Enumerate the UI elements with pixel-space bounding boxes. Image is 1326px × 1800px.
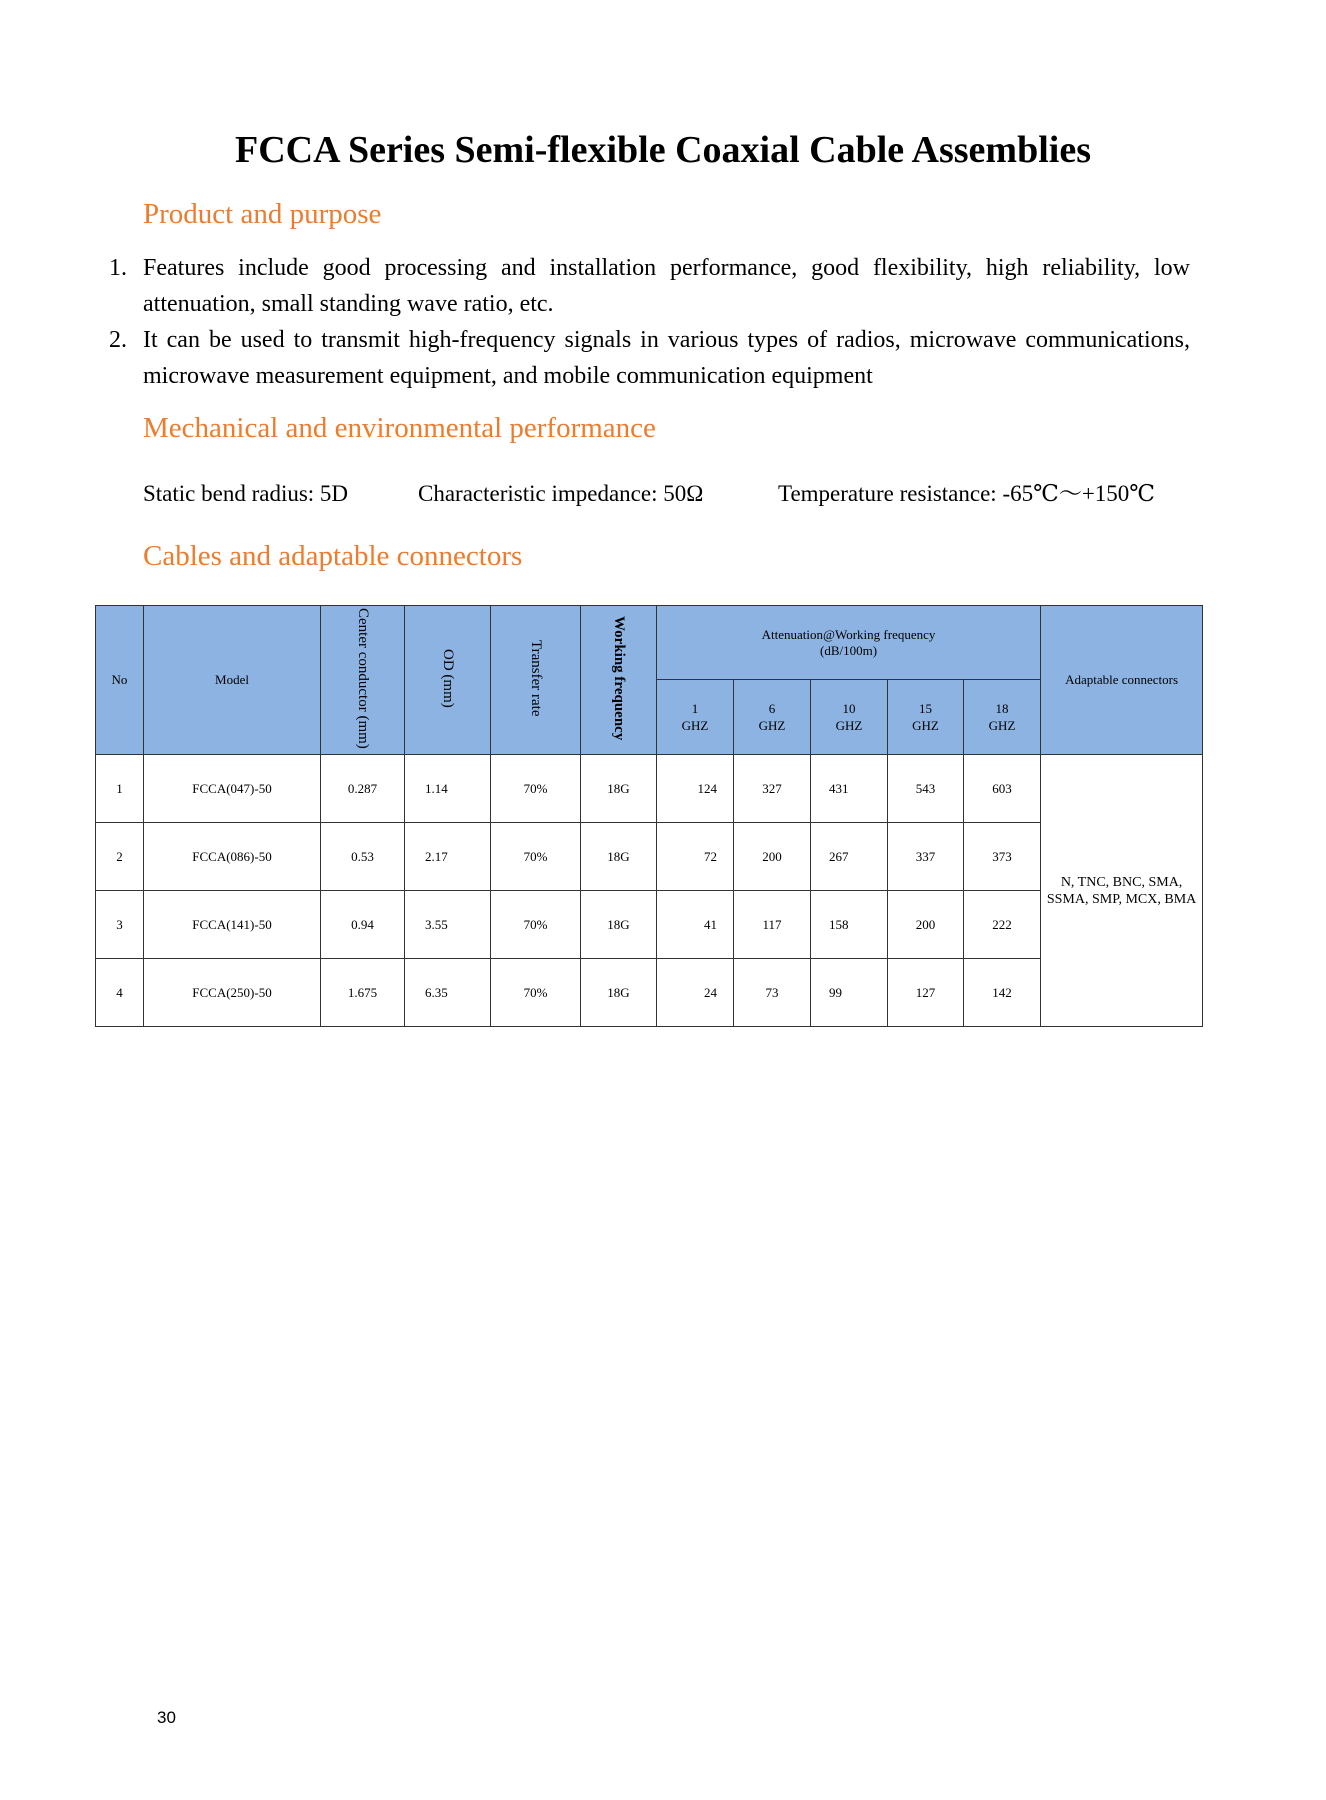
cell-att-10ghz: 431 xyxy=(811,755,888,823)
cell-att-1ghz: 24 xyxy=(657,959,734,1027)
cell-att-10ghz: 158 xyxy=(811,891,888,959)
cell-transfer-rate: 70% xyxy=(491,891,581,959)
specs-line xyxy=(0,476,1326,512)
cell-att-1ghz: 41 xyxy=(657,891,734,959)
cell-model: FCCA(047)-50 xyxy=(144,755,321,823)
cell-att-6ghz: 200 xyxy=(734,823,811,891)
header-od: OD (mm) xyxy=(405,606,491,755)
cell-od: 6.35 xyxy=(405,959,491,1027)
cell-working-frequency: 18G xyxy=(581,891,657,959)
feature-text: It can be used to transmit high-frequency signals in various types of radios, microwave communications, microwave measurement equipment, and mobile communication equipment xyxy=(143,327,1190,389)
cell-model: FCCA(141)-50 xyxy=(144,891,321,959)
header-working-frequency: Working frequency xyxy=(581,606,657,755)
cell-working-frequency: 18G xyxy=(581,959,657,1027)
cell-transfer-rate: 70% xyxy=(491,959,581,1027)
cell-working-frequency: 18G xyxy=(581,823,657,891)
cell-transfer-rate: 70% xyxy=(491,755,581,823)
cell-att-18ghz: 603 xyxy=(964,755,1041,823)
page-number: 30 xyxy=(157,1708,176,1727)
header-freq: 6 GHZ xyxy=(734,680,811,755)
cell-center-conductor: 0.287 xyxy=(321,755,405,823)
cell-center-conductor: 0.94 xyxy=(321,891,405,959)
cell-no: 3 xyxy=(96,891,144,959)
cell-att-15ghz: 337 xyxy=(888,823,964,891)
cell-att-6ghz: 117 xyxy=(734,891,811,959)
feature-text: Features include good processing and installation performance, good flexibility, high reliability, low attenuation, small standing wave ratio, etc. xyxy=(143,255,1190,317)
cell-od: 2.17 xyxy=(405,823,491,891)
page-title: FCCA Series Semi-flexible Coaxial Cable Assemblies xyxy=(235,129,1091,171)
table-row xyxy=(96,823,1203,891)
table-row xyxy=(96,959,1203,1027)
cell-att-18ghz: 222 xyxy=(964,891,1041,959)
cell-od: 1.14 xyxy=(405,755,491,823)
cell-no: 2 xyxy=(96,823,144,891)
table-header-row xyxy=(96,606,1203,680)
feature-number: 2. xyxy=(109,327,127,353)
cell-att-1ghz: 124 xyxy=(657,755,734,823)
attenuation-unit: (dB/100m) xyxy=(820,642,878,658)
header-freq: 10 GHZ xyxy=(811,680,888,755)
header-freq: 18 GHZ xyxy=(964,680,1041,755)
cell-att-6ghz: 327 xyxy=(734,755,811,823)
section-heading-cables: Cables and adaptable connectors xyxy=(143,540,523,572)
header-model: Model xyxy=(144,606,321,755)
spec-impedance: Characteristic impedance: 50Ω xyxy=(418,481,704,506)
cables-table xyxy=(95,605,1203,1027)
cell-model: FCCA(086)-50 xyxy=(144,823,321,891)
cell-no: 4 xyxy=(96,959,144,1027)
header-attenuation xyxy=(657,606,1041,680)
attenuation-title: Attenuation@Working frequency xyxy=(761,626,936,642)
header-freq: 1 GHZ xyxy=(657,680,734,755)
cell-transfer-rate: 70% xyxy=(491,823,581,891)
cell-att-6ghz: 73 xyxy=(734,959,811,1027)
features-list xyxy=(95,250,1190,394)
header-transfer-rate: Transfer rate xyxy=(491,606,581,755)
cell-att-15ghz: 200 xyxy=(888,891,964,959)
cell-att-15ghz: 127 xyxy=(888,959,964,1027)
section-heading-product: Product and purpose xyxy=(143,198,382,230)
cell-adaptable-connectors: N, TNC, BNC, SMA, SSMA, SMP, MCX, BMA xyxy=(1041,755,1203,1027)
header-freq: 15 GHZ xyxy=(888,680,964,755)
cell-working-frequency: 18G xyxy=(581,755,657,823)
spec-temperature: Temperature resistance: -65℃～+150℃ xyxy=(778,481,1156,506)
section-heading-mechanical: Mechanical and environmental performance xyxy=(143,412,656,444)
cell-center-conductor: 1.675 xyxy=(321,959,405,1027)
spec-bend-radius: Static bend radius: 5D xyxy=(143,481,349,506)
header-adaptable-connectors: Adaptable connectors xyxy=(1041,606,1203,755)
cell-model: FCCA(250)-50 xyxy=(144,959,321,1027)
cell-att-18ghz: 142 xyxy=(964,959,1041,1027)
cell-att-1ghz: 72 xyxy=(657,823,734,891)
cell-att-18ghz: 373 xyxy=(964,823,1041,891)
header-no: No xyxy=(96,606,144,755)
header-center-conductor: Center conductor (mm) xyxy=(321,606,405,755)
table-row xyxy=(96,755,1203,823)
cell-att-10ghz: 99 xyxy=(811,959,888,1027)
cell-od: 3.55 xyxy=(405,891,491,959)
table-row xyxy=(96,891,1203,959)
feature-number: 1. xyxy=(109,255,127,281)
feature-item xyxy=(95,250,1190,322)
cell-att-15ghz: 543 xyxy=(888,755,964,823)
cell-no: 1 xyxy=(96,755,144,823)
cell-att-10ghz: 267 xyxy=(811,823,888,891)
cell-center-conductor: 0.53 xyxy=(321,823,405,891)
feature-item xyxy=(95,322,1190,394)
